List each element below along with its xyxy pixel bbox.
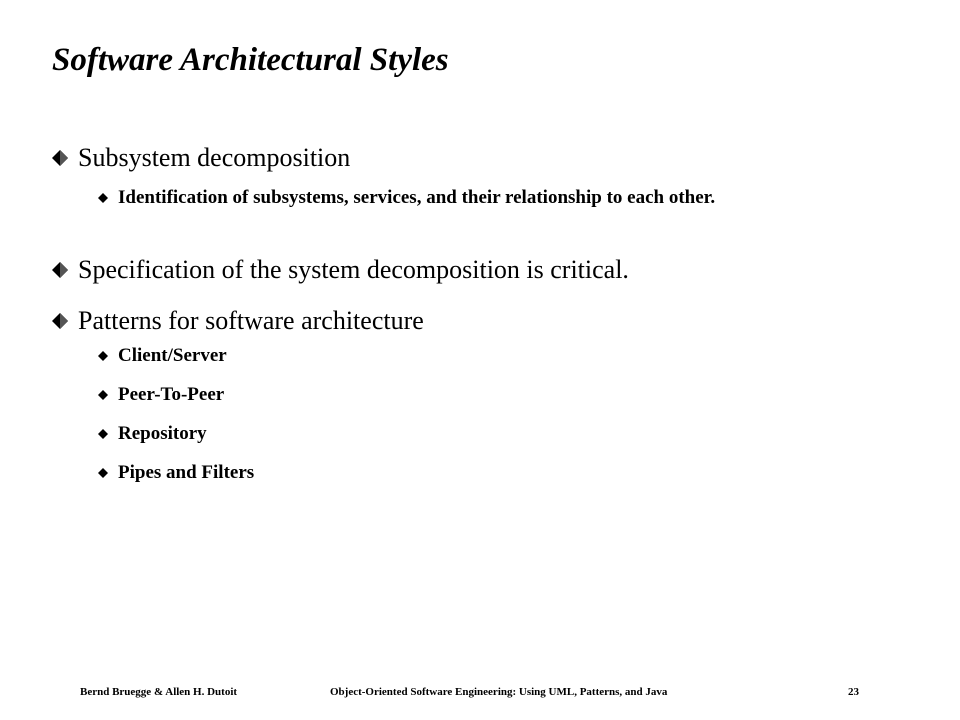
bullet-subsystem-decomposition: Subsystem decomposition [78, 143, 351, 172]
footer-page-number: 23 [848, 686, 859, 698]
diamond-bullet-icon [52, 262, 68, 278]
small-diamond-bullet-icon [98, 193, 108, 203]
small-diamond-bullet-icon [98, 390, 108, 400]
sub-bullet-peer-to-peer: Peer-To-Peer [118, 384, 225, 405]
bullet-specification: Specification of the system decomposition is critical. [78, 255, 629, 284]
small-diamond-bullet-icon [98, 429, 108, 439]
sub-bullet-repository: Repository [118, 423, 207, 444]
footer-authors: Bernd Bruegge & Allen H. Dutoit [80, 686, 238, 698]
slide-title: Software Architectural Styles [52, 42, 449, 78]
footer-book-title: Object-Oriented Software Engineering: Using UML, Patterns, and Java [330, 686, 668, 698]
diamond-bullet-icon [52, 150, 68, 166]
diamond-bullet-icon [52, 313, 68, 329]
small-diamond-bullet-icon [98, 351, 108, 361]
sub-bullet-pipes-and-filters: Pipes and Filters [118, 462, 255, 483]
small-diamond-bullet-icon [98, 468, 108, 478]
sub-bullet-identification: Identification of subsystems, services, and their relationship to each other. [118, 187, 716, 208]
bullet-patterns: Patterns for software architecture [78, 306, 424, 335]
sub-bullet-client-server: Client/Server [118, 345, 227, 366]
